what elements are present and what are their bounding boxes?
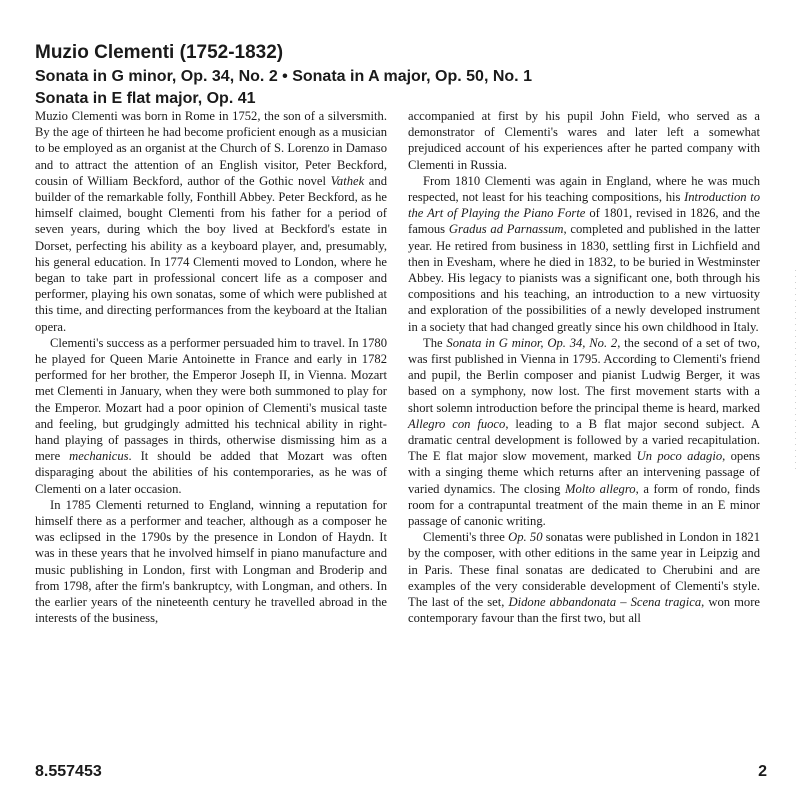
paragraph-later-years: From 1810 Clementi was again in England, where he was much respected, not least for his teaching compositions, his Introduction to the Art of Playing the Piano Forte of 1801, revised in 1826, and the famous Gradus ad Parnassum, completed and published in the latter year. He retired from business in 1830, settling first in Lichfield and then in Evesham, where he died in 1832, to be buried in Westminster Abbey. His legacy to pianists was a significant one, both through his compositions and his teaching, an introduction to a new virtuosity and exploration of the possibilities of a newly developed instrument in a society that had changed greatly since his own childhood in Italy. [408,173,760,334]
works-line-2: Sonata in E flat major, Op. 41 [35,90,256,107]
right-column [408,108,760,756]
left-column [35,108,387,756]
paragraph-england: In 1785 Clementi returned to England, winning a reputation for himself there as a performer and teacher, although as a composer he was eclipsed in the 1790s by the presence in London of Haydn. It was in these years that he involved himself in piano manufacture and music publishing in London, first with Longman and Broderip and from 1798, after the firm's bankruptcy, with Longman, and others. In the earlier years of the nineteenth century he travelled abroad in the interests of the business, [35,497,387,626]
paragraph-biography-intro: Muzio Clementi was born in Rome in 1752, the son of a silversmith. By the age of thirteen he had become proficient enough as a musician to be employed as an organist at the Church of S. Lorenzo in Damaso and to attract the attention of an English visitor, Peter Beckford, cousin of William Beckford, author of the Gothic novel Vathek and builder of the remarkable folly, Fonthill Abbey. Peter Beckford, as he himself claimed, bought Clementi from his father for a period of seven years, during which the boy lived at Beckford's estate in Dorset, perfecting his ability as a keyboard player, and, presumably, his general education. In 1774 Clementi moved to London, where he began to take part in professional concert life as a composer and performer, playing his own sonatas, some of which were published at this time, and directing performances from the keyboard at the Italian opera. [35,109,387,334]
catalogue-number: 8.557453 [35,763,102,780]
composer-title: Muzio Clementi (1752-1832) [35,42,284,63]
paragraph-op50-sonatas: Clementi's three Op. 50 sonatas were published in London in 1821 by the composer, with other editions in the same year in Leipzig and in Paris. These final sonatas are dedicated to Cherubini and are examples of the very considerable development of Clementi's style. The last of the set, Didone abbandonata – Scena tragica, won more contemporary favour than the first two, but all [408,530,760,626]
paragraph-sonata-g-minor: The Sonata in G minor, Op. 34, No. 2, the second of a set of two, was first published in Vienna in 1795. According to Clementi's friend and pupil, the Berlin composer and pianist Ludwig Berger, it was based on a symphony, now lost. The first movement starts with a short solemn introduction before the principal theme is heard, marked Allegro con fuoco, leading to a B flat major second subject. A dramatic central development is followed by a varied recapitulation. The E flat major slow movement, marked Un poco adagio, opens with a singing theme which returns after an intervening passage of varied dynamics. The closing Molto allegro, a form of rondo, finds room for a contrapuntal treatment of the main theme in an E minor passage of canonic writing. [408,335,760,529]
paragraph-continuation: accompanied at first by his pupil John Field, who served as a demonstrator of Clementi's wares and later left a somewhat prejudiced account of his experiences after he parted company with Clementi in Russia. [408,109,760,172]
works-line-1: Sonata in G minor, Op. 34, No. 2 • Sonata in A major, Op. 50, No. 1 [35,68,532,85]
scan-edge-marks [795,270,796,470]
body-columns [35,108,760,756]
paragraph-travels: Clementi's success as a performer persuaded him to travel. In 1780 he played for Queen Marie Antoinette in France and early in 1782 performed for her brother, the Emperor Joseph II, in Vienna. Mozart met Clementi in January, when they were both summoned to play for the Emperor. Mozart had a poor opinion of Clementi's musical taste and feeling, but grudgingly admitted his technical ability in right-hand playing of passages in thirds, otherwise dismissing him as a mere mechanicus. It should be added that Mozart was often disparaging about the abilities of his contemporaries, as he was of Clementi on a later occasion. [35,335,387,496]
page-number: 2 [758,763,767,780]
page-footer [35,763,767,781]
heading-block [35,40,775,110]
